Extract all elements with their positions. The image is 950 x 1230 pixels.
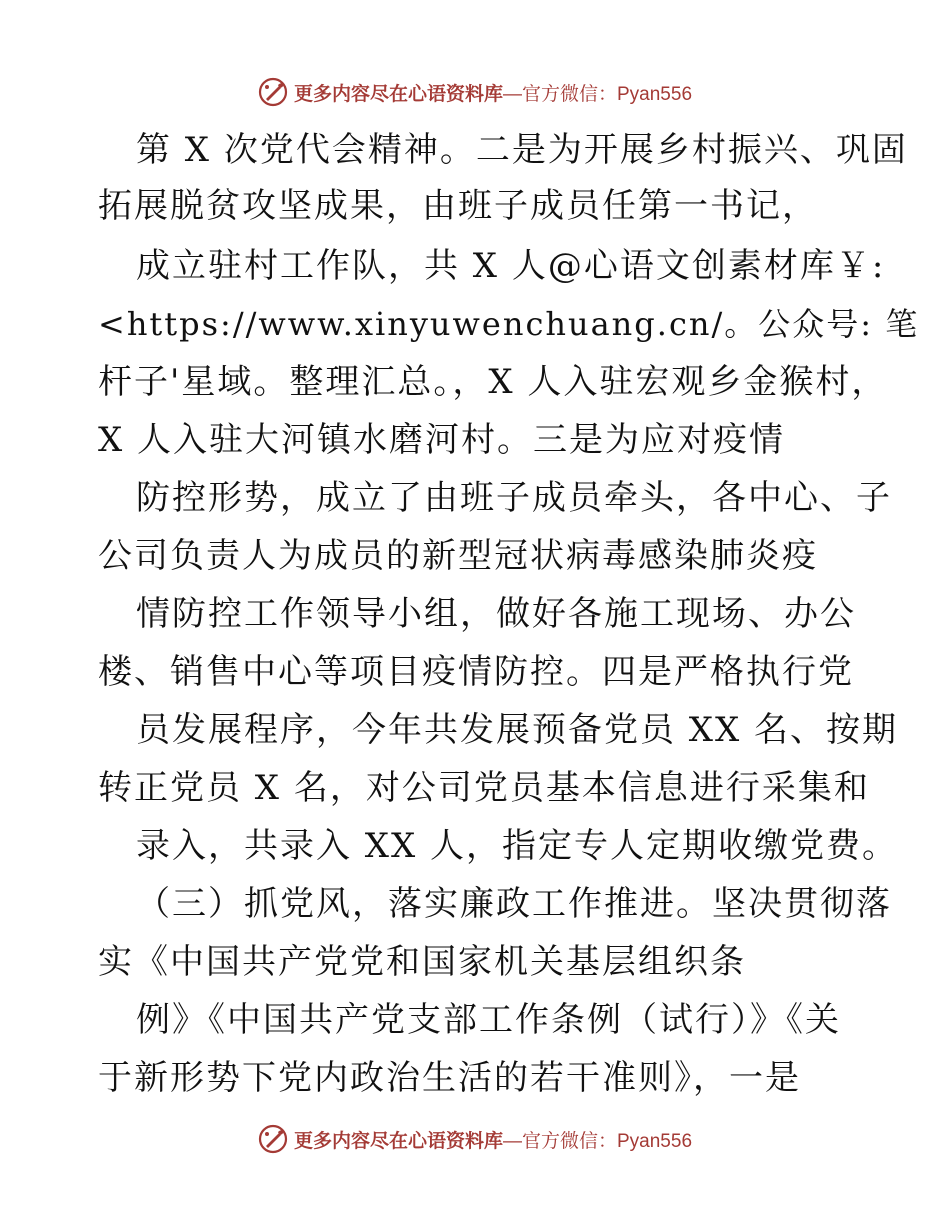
watermark-dash: — — [502, 1130, 522, 1152]
text-line: X 人入驻大河镇水磨河村。三是为应对疫情 — [98, 420, 786, 460]
text-line: 录入，共录入 XX 人，指定专人定期收缴党费。 — [136, 826, 899, 866]
watermark-text — [294, 1126, 692, 1153]
text-line: <https://www.xinyuwenchuang.cn/。公众号: 笔 — [98, 305, 920, 343]
text-line: 防控形势，成立了由班子成员牵头，各中心、子 — [136, 478, 892, 518]
text-line: 杆子'星域。整理汇总。，X 人入驻宏观乡金猴村， — [98, 362, 888, 402]
text-line: 第 X 次党代会精神。二是为开展乡村振兴、巩固 — [136, 130, 908, 170]
text-line: 例》《中国共产党支部工作条例（试行）》《关 — [136, 1000, 841, 1040]
text-line: 于新形势下党内政治生活的若干准则》，一是 — [98, 1058, 801, 1098]
footer-watermark — [0, 1119, 950, 1159]
text-line: 楼、销售中心等项目疫情防控。四是严格执行党 — [98, 652, 854, 692]
watermark-main: 更多内容尽在心语资料库 — [293, 1130, 503, 1152]
text-line: 实《中国共产党党和国家机关基层组织条 — [98, 942, 746, 982]
watermark-text — [294, 79, 692, 106]
quill-logo-icon — [258, 77, 288, 107]
text-line: 成立驻村工作队，共 X 人@心语文创素材库￥: — [136, 246, 886, 286]
text-line: 情防控工作领导小组，做好各施工现场、办公 — [136, 594, 856, 634]
watermark-handle: Pyan556 — [617, 83, 693, 105]
watermark-dash: — — [502, 83, 522, 105]
watermark-main: 更多内容尽在心语资料库 — [293, 83, 503, 105]
text-line: 转正党员 X 名，对公司党员基本信息进行采集和 — [98, 768, 870, 808]
text-line: 公司负责人为成员的新型冠状病毒感染肺炎疫 — [98, 536, 818, 576]
quill-logo-icon — [258, 1124, 288, 1154]
watermark-sub: 官方微信： — [521, 1130, 617, 1152]
text-line: 拓展脱贫攻坚成果，由班子成员任第一书记， — [98, 186, 818, 226]
watermark-sub: 官方微信： — [521, 83, 617, 105]
header-watermark — [0, 72, 950, 112]
text-line: （三）抓党风，落实廉政工作推进。坚决贯彻落 — [136, 884, 892, 924]
text-line: 员发展程序，今年共发展预备党员 XX 名、按期 — [136, 710, 899, 750]
watermark-handle: Pyan556 — [617, 1130, 693, 1152]
